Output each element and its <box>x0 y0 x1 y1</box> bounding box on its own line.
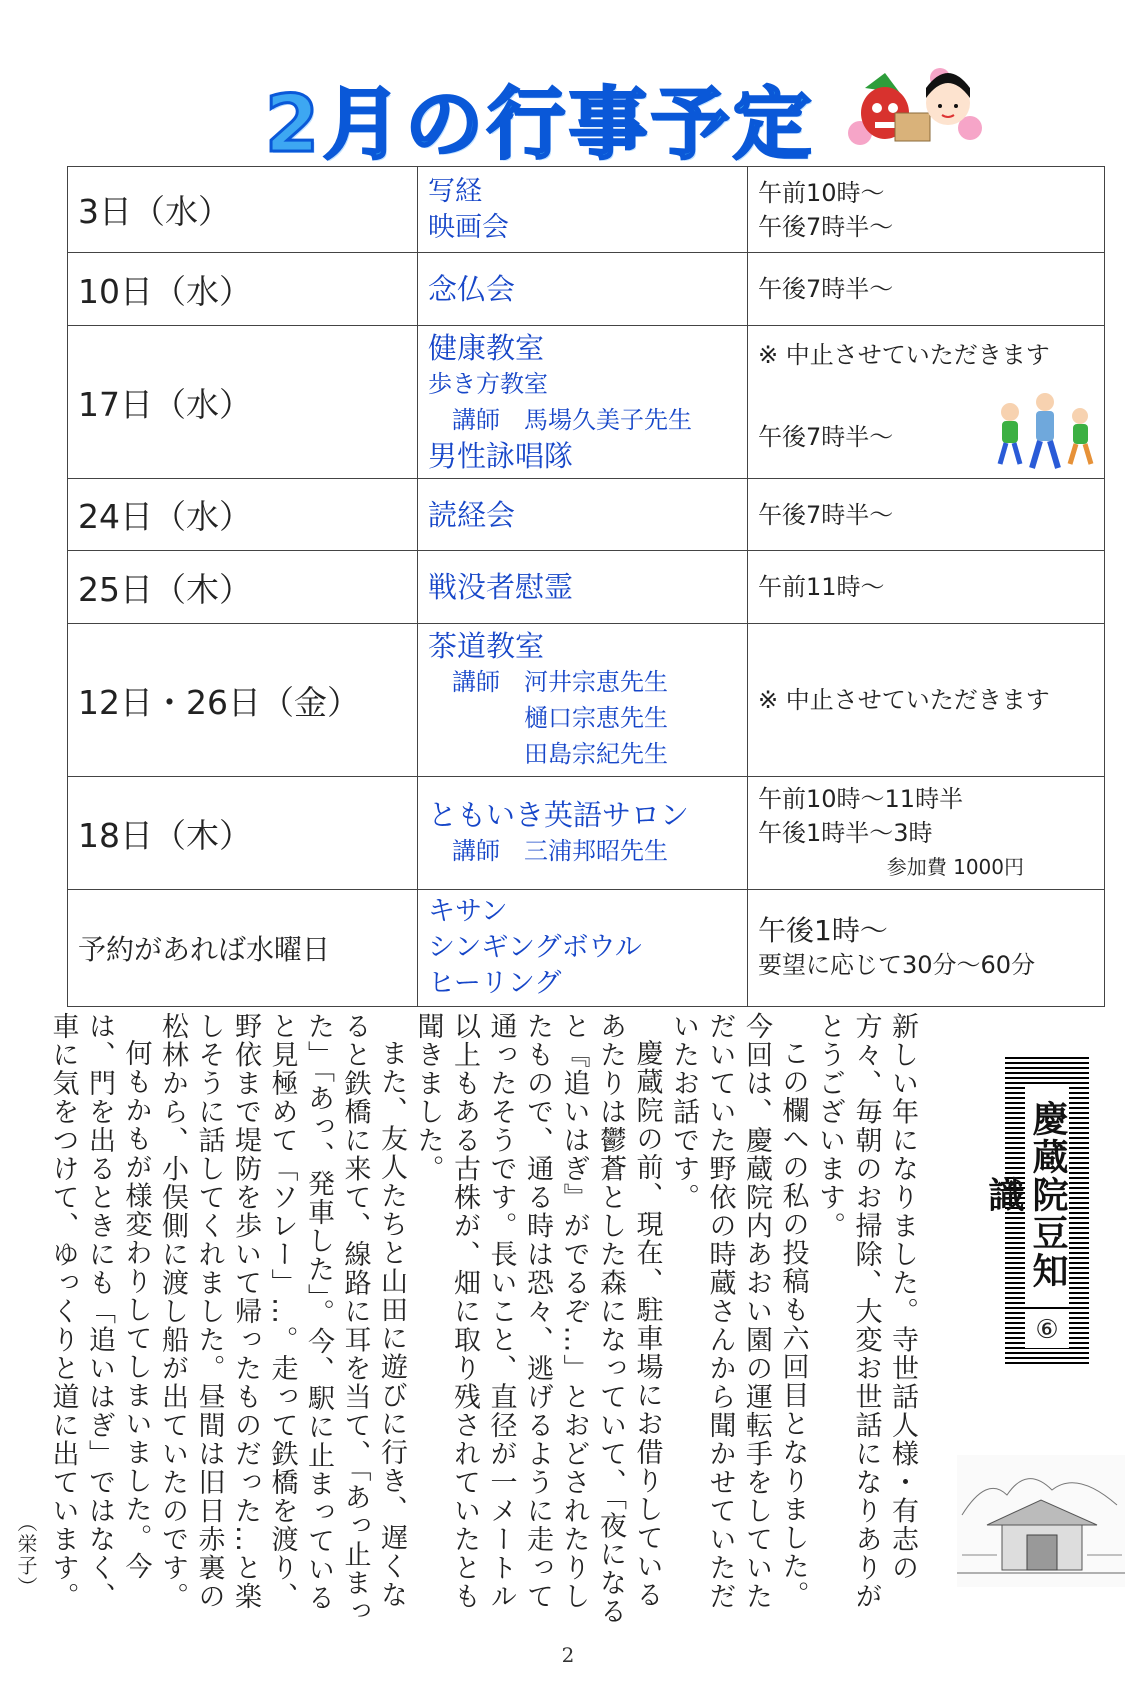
table-row <box>68 326 1105 479</box>
event-name: 念仏会 <box>428 272 516 306</box>
event-name: ヒーリング <box>428 968 562 999</box>
cancel-notice: ※ 中止させていただきます <box>758 341 1050 369</box>
time-text: 午後7時半～ <box>758 275 894 303</box>
time-text: 午前11時～ <box>758 573 885 601</box>
event-cell <box>418 253 748 326</box>
time-text: 午後1時～ <box>758 914 888 947</box>
event-cell <box>418 326 748 479</box>
column-paragraph: この欄への私の投稿も六回目となりました。今回は、慶蔵院内あおい園の運転手をしていただいていた野依の時蔵さんから聞かせていただいたお話です。 <box>668 1012 809 1611</box>
date-cell: 予約があれば水曜日 <box>68 890 418 1007</box>
date-cell: 12日・26日（金） <box>68 624 418 777</box>
date-cell: 25日（木） <box>68 551 418 624</box>
lecturer-name: 講師 馬場久美子先生 <box>428 406 692 434</box>
date-cell: 18日（木） <box>68 777 418 890</box>
time-text: 要望に応じて30分～60分 <box>758 951 1036 979</box>
lecturer-name: 講師 三浦邦昭先生 <box>428 837 668 865</box>
time-cell <box>748 624 1105 777</box>
date-cell: 10日（水） <box>68 253 418 326</box>
table-row <box>68 479 1105 551</box>
event-name: 映画会 <box>428 211 509 243</box>
event-name: ともいき英語サロン <box>428 798 690 832</box>
time-cell <box>748 479 1105 551</box>
column-number: ⑥ <box>1025 1312 1069 1348</box>
table-row <box>68 890 1105 1007</box>
walking-family-illustration <box>990 392 1100 472</box>
event-cell <box>418 890 748 1007</box>
table-row <box>68 551 1105 624</box>
time-cell <box>748 167 1105 253</box>
time-cell <box>748 777 1105 890</box>
time-text: 午前10時～11時半 <box>758 785 964 813</box>
event-name: 男性詠唱隊 <box>428 439 574 473</box>
setsubun-oni-illustration <box>840 58 988 160</box>
column-paragraph: また、友人たちと山田に遊びに行き、遅くなると鉄橋に来て、線路に耳を当て、「あっ止まった」「あっ、発車した」。今、駅に止まっていると見極めて「ソレー」…。走って鉄橋を渡り、野依まで堤防を歩いて帰ったものだった…と楽しそうに話してくれました。昼間は旧日赤裏の松林から、小俣側に渡し船が出ていたのです。 <box>157 1012 407 1626</box>
time-cell <box>748 890 1105 1007</box>
time-cell <box>748 551 1105 624</box>
column-paragraph: 慶蔵院の前、現在、駐車場にお借りしているあたりは鬱蒼とした森になっていて、「夜になると『追いはぎ』がでるぞ…」とおどされたりしたもので、通る時は恐々、逃げるように走って通ったそうです。長いこと、直径が一メートル以上もある古株が、畑に取り残されていたとも聞きました。 <box>412 1012 663 1626</box>
event-cell <box>418 167 748 253</box>
event-cell <box>418 624 748 777</box>
table-row <box>68 624 1105 777</box>
cancel-notice: ※ 中止させていただきます <box>758 686 1050 714</box>
column-paragraph: 新しい年になりました。寺世話人様・有志の方々、毎朝のお掃除、大変お世話になりありがとうございます。 <box>814 1012 918 1611</box>
column-paragraph: 何もかもが様変わりしてしまいました。今は、門を出るときにも「追いはぎ」ではなく、車に気をつけて、ゆっくりと道に出ています。 <box>47 1012 152 1611</box>
time-text: 午後7時半～ <box>758 212 894 241</box>
event-schedule-table <box>67 166 1105 1007</box>
page-title: 2月の行事予定 <box>264 80 816 170</box>
temple-gate-sketch <box>957 1455 1125 1587</box>
time-text: 午後7時半～ <box>758 423 894 451</box>
table-row <box>68 167 1105 253</box>
event-name: 健康教室 <box>428 331 545 365</box>
time-cell <box>748 253 1105 326</box>
lecturer-name: 田島宗紀先生 <box>428 740 668 768</box>
column-body <box>14 1012 920 1632</box>
time-cell <box>748 326 1105 479</box>
time-text: 午前10時～ <box>758 178 885 207</box>
event-name: 歩き方教室 <box>428 370 548 398</box>
event-name: 茶道教室 <box>428 629 545 663</box>
table-row <box>68 777 1105 890</box>
event-name: 写経 <box>428 175 482 207</box>
column-heading: 慶蔵院豆知識 <box>1025 1085 1069 1305</box>
column-signature: （栄子） <box>14 1512 38 1598</box>
lecturer-name: 講師 河井宗恵先生 <box>428 668 668 696</box>
event-name: キサン <box>428 896 508 927</box>
lecturer-name: 樋口宗恵先生 <box>428 704 668 732</box>
time-text: 午後7時半～ <box>758 500 894 529</box>
event-cell <box>418 479 748 551</box>
event-name: 戦没者慰霊 <box>428 570 574 604</box>
event-name: シンギングボウル <box>428 932 642 963</box>
page-number: 2 <box>561 1643 575 1667</box>
time-text: 午後1時半～3時 <box>758 819 933 847</box>
date-cell: 24日（水） <box>68 479 418 551</box>
date-cell: 3日（水） <box>68 167 418 253</box>
event-name: 読経会 <box>428 497 516 532</box>
participation-fee: 参加費 1000円 <box>886 855 1024 879</box>
date-cell: 17日（水） <box>68 326 418 479</box>
table-row <box>68 253 1105 326</box>
event-cell <box>418 777 748 890</box>
event-cell <box>418 551 748 624</box>
